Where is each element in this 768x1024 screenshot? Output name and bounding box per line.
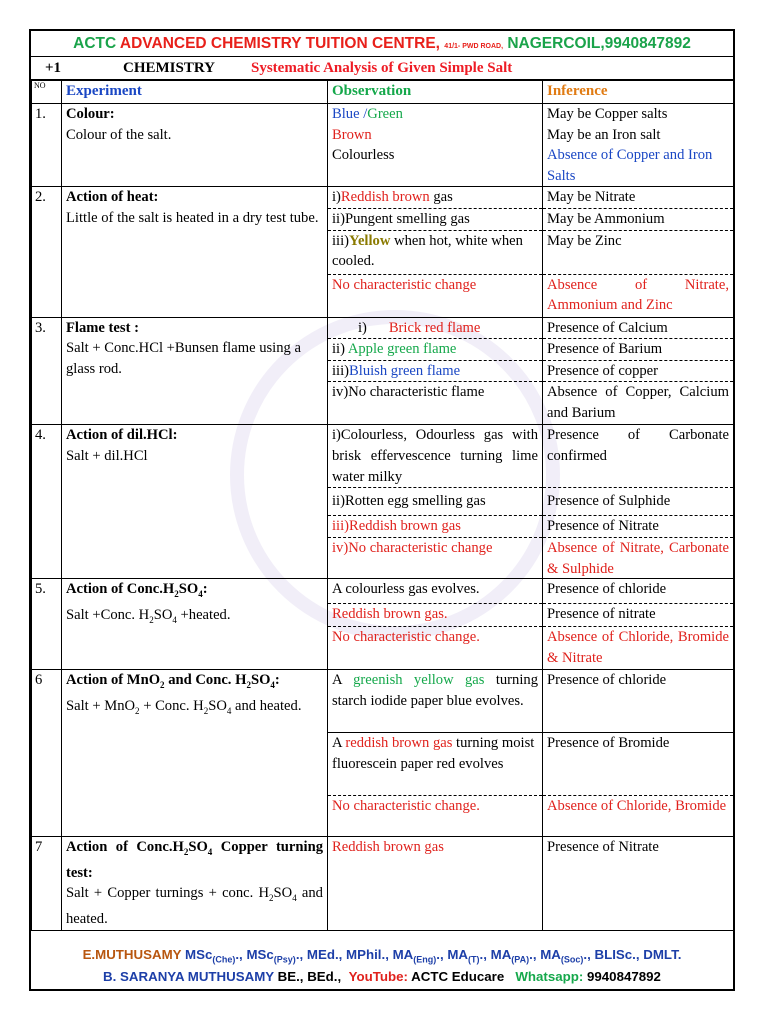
experiment-cell <box>62 104 328 187</box>
inference-item: Absence of Copper, Calcium and Barium <box>547 384 729 421</box>
experiment-body: Salt +Conc. $H_2SO_4$ +heated. <box>66 606 231 625</box>
subject-label: CHEMISTRY <box>123 60 215 76</box>
inference-item: May be Nitrate <box>543 187 733 209</box>
inference-item: Absence of Copper and Iron Salts <box>547 147 713 184</box>
observation-item: A reddish brown gas turning moist fluorescein paper red evolves <box>328 733 542 796</box>
inference-item: Presence of Barium <box>543 339 733 361</box>
experiment-body: Salt + dil.HCl <box>66 447 148 464</box>
observation-cell <box>328 425 543 579</box>
header-name: ADVANCED CHEMISTRY TUITION CENTRE, <box>119 35 440 52</box>
experiment-title: Colour: <box>66 106 115 122</box>
table-row <box>32 837 734 930</box>
inference-cell <box>543 187 734 317</box>
footer-name: B. SARANYA MUTHUSAMY <box>103 969 274 984</box>
table-row <box>32 670 734 837</box>
row-no: 6 <box>32 670 62 837</box>
observation-item: i)Reddish brown gas <box>328 187 542 209</box>
experiment-body: Colour of the salt. <box>66 126 172 143</box>
inference-item: Presence of nitrate <box>543 604 733 627</box>
experiment-body: Little of the salt is heated in a dry test tube. <box>66 209 319 226</box>
row-no: 3. <box>32 317 62 425</box>
experiment-cell <box>62 187 328 317</box>
header-acronym: ACTC <box>73 35 117 52</box>
observation-item: Colourless <box>332 147 395 164</box>
observation-cell <box>328 579 543 670</box>
observation-item: No characteristic change. <box>332 629 480 646</box>
inference-item: Presence of Calcium <box>543 318 733 340</box>
inference-item: Presence of Carbonate confirmed <box>543 425 733 488</box>
inference-cell <box>543 425 734 579</box>
col-observation: Observation <box>328 81 543 104</box>
whatsapp-number: 9940847892 <box>587 969 661 984</box>
observation-item: i) Brick red flame <box>328 318 542 340</box>
observation-item: iv)No characteristic change <box>332 540 493 557</box>
inference-item: Presence of Sulphide <box>543 488 733 516</box>
footer-contact-line <box>31 969 733 984</box>
inference-cell <box>543 104 734 187</box>
inference-item: Absence of Nitrate, Ammonium and Zinc <box>547 276 729 314</box>
experiment-body: Salt + Conc.HCl +Bunsen flame using a glass rod. <box>66 340 301 377</box>
experiment-title: Action of dil.HCl: <box>66 427 178 444</box>
observation-cell <box>328 104 543 187</box>
footer-author-line: E.MUTHUSAMY MSc$_{(Che)}$., MSc$_{(Psy)}$., MEd., MPhil., $MA_{(Eng)}$., $MA_{(T)}$., $MA_{(PA)}$., $MA_{(Soc)}$., BLISc., DMLT. <box>82 947 682 965</box>
row-no: 4. <box>32 425 62 579</box>
grade-label: +1 <box>45 60 62 76</box>
inference-item: Presence of chloride <box>543 670 733 733</box>
observation-cell <box>328 670 543 837</box>
experiment-title: Action of heat: <box>66 189 159 206</box>
row-no: 7 <box>32 837 62 930</box>
observation-item: A colourless gas evolves. <box>328 579 542 604</box>
row-no: 5. <box>32 579 62 670</box>
experiment-title: Action of $Conc.H_2SO_4$ Copper turning test: <box>66 839 323 881</box>
experiment-body: Salt + MnO$_2$ + Conc. $H_2SO_4$ and heated. <box>66 697 302 716</box>
table-row <box>32 187 734 317</box>
footer-qualifications: BE., BEd., <box>277 969 342 984</box>
experiment-title: Action of MnO$_2$ and Conc. $H_2SO_4$: <box>66 672 280 691</box>
observation-item: No characteristic change. <box>332 798 480 815</box>
observation-item: A greenish yellow gas turning starch iodide paper blue evolves. <box>328 670 542 733</box>
experiment-cell <box>62 670 328 837</box>
inference-item: May be Copper salts <box>547 106 668 122</box>
header-place: NAGERCOIL,9940847892 <box>507 35 691 52</box>
analysis-table <box>31 80 734 931</box>
observation-item: Blue /Green <box>332 106 403 122</box>
observation-item: iii)Bluish green flame <box>328 361 542 383</box>
experiment-cell <box>62 579 328 670</box>
inference-item: Presence of copper <box>543 361 733 383</box>
table-row <box>32 425 734 579</box>
table-header-row <box>32 81 734 104</box>
inference-item: Presence of chloride <box>543 579 733 604</box>
observation-cell <box>328 317 543 425</box>
col-no: NO <box>32 81 62 104</box>
row-no: 2. <box>32 187 62 317</box>
experiment-title: Action of $Conc.H_2SO_4$: <box>66 581 208 600</box>
observation-item: ii) Apple green flame <box>328 339 542 361</box>
inference-cell <box>543 579 734 670</box>
inference-item: Absence of Nitrate, Carbonate & Sulphide <box>547 540 729 577</box>
youtube-label: YouTube: <box>348 969 408 984</box>
header-road: 41/1- PWD ROAD, <box>444 43 504 50</box>
observation-item: ii)Pungent smelling gas <box>328 209 542 231</box>
experiment-title: Flame test : <box>66 319 139 336</box>
header <box>31 32 733 56</box>
inference-item: Presence of Bromide <box>543 733 733 796</box>
table-row <box>32 104 734 187</box>
experiment-cell <box>62 425 328 579</box>
observation-item: iv)No characteristic flame <box>332 384 485 401</box>
observation-item: Reddish brown gas. <box>328 604 542 627</box>
table-row <box>32 317 734 425</box>
experiment-cell <box>62 317 328 425</box>
col-inference: Inference <box>543 81 734 104</box>
observation-cell <box>328 187 543 317</box>
table-row <box>32 579 734 670</box>
inference-cell: Presence of Nitrate <box>543 837 734 930</box>
experiment-cell <box>62 837 328 930</box>
observation-item: iii)Yellow when hot, white when cooled. <box>328 231 542 275</box>
inference-item: May be Ammonium <box>543 209 733 231</box>
inference-item: Presence of Nitrate <box>543 516 733 538</box>
inference-cell <box>543 670 734 837</box>
youtube-channel: ACTC Educare <box>411 969 505 984</box>
inference-item: Absence of Chloride, Bromide <box>547 798 727 815</box>
observation-item: No characteristic change <box>332 276 477 293</box>
subheader <box>31 56 733 80</box>
sheet-title: Systematic Analysis of Given Simple Salt <box>251 60 513 76</box>
inference-item: May be Zinc <box>543 231 733 275</box>
whatsapp-label: Whatsapp: <box>515 969 584 984</box>
experiment-body: Salt + Copper turnings + conc. $H_2SO_4$ and heated. <box>66 885 323 927</box>
observation-item: ii)Rotten egg smelling gas <box>328 488 542 516</box>
observation-item: iii)Reddish brown gas <box>328 516 542 538</box>
inference-cell <box>543 317 734 425</box>
col-experiment: Experiment <box>62 81 328 104</box>
row-no: 1. <box>32 104 62 187</box>
inference-item: May be an Iron salt <box>547 126 661 143</box>
observation-item: i)Colourless, Odourless gas with brisk effervescence turning lime water milky <box>328 425 542 488</box>
inference-item: Absence of Chloride, Bromide & Nitrate <box>547 629 729 666</box>
observation-item: Brown <box>332 126 372 143</box>
observation-cell: Reddish brown gas <box>328 837 543 930</box>
